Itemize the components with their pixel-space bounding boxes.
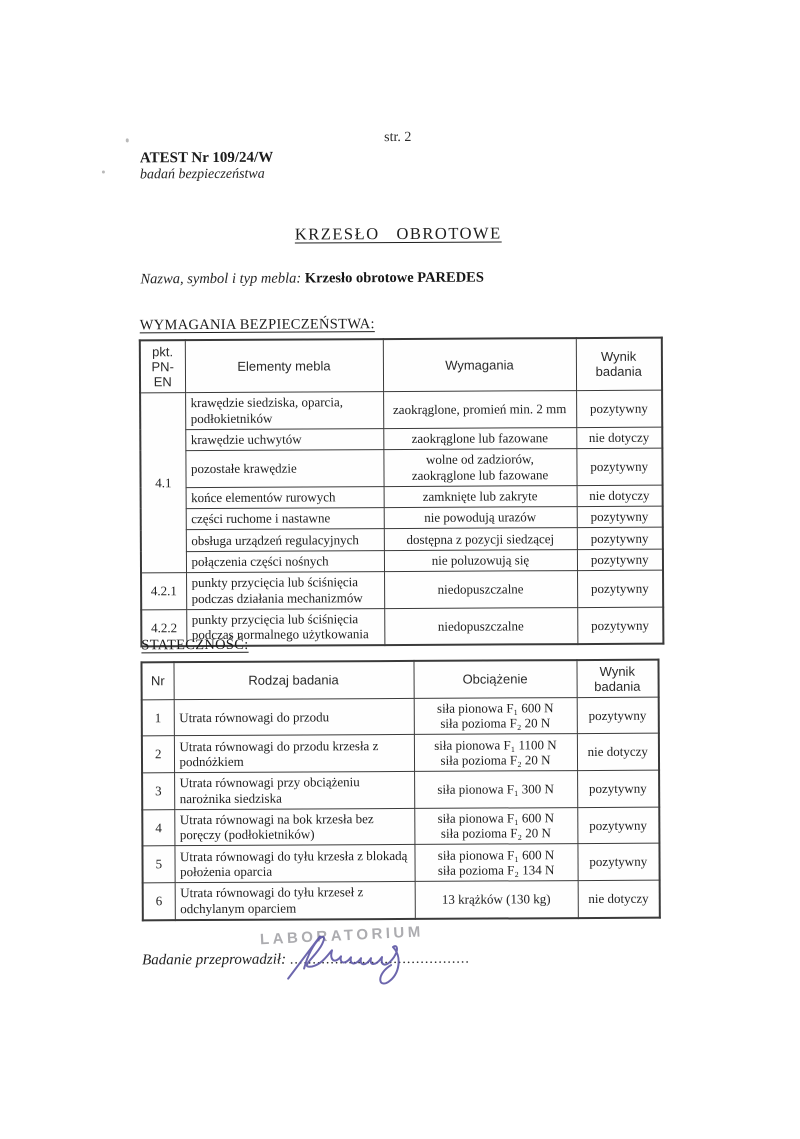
cell-result: pozytywny bbox=[577, 549, 663, 571]
cell-requirement: niedopuszczalne bbox=[384, 607, 577, 645]
cell-result: pozytywny bbox=[576, 448, 662, 485]
cell-nr: 2 bbox=[142, 736, 174, 773]
stability-heading: STATECZNOŚĆ: bbox=[141, 636, 249, 654]
cell-test: Utrata równowagi do przodu krzesła z podnóżkiem bbox=[174, 735, 414, 773]
cell-element: krawędzie siedziska, oparcia, podłokietników bbox=[185, 392, 383, 430]
atest-number: ATEST Nr 109/24/W bbox=[139, 149, 274, 167]
cell-result: pozytywny bbox=[577, 807, 659, 844]
scan-speck bbox=[102, 171, 105, 174]
cell-result: nie dotyczy bbox=[578, 880, 660, 918]
table-row bbox=[142, 697, 659, 736]
cell-element: punkty przycięcia lub ściśnięcia podczas normalnego użytkowania bbox=[186, 608, 384, 646]
handwritten-signature bbox=[274, 912, 464, 993]
requirements-heading: WYMAGANIA BEZPIECZEŃSTWA: bbox=[139, 316, 375, 334]
table-row bbox=[141, 549, 663, 573]
column-header-pkt: pkt. PN-EN bbox=[140, 340, 185, 393]
cell-pkt: 4.2.2 bbox=[141, 609, 186, 646]
table-row bbox=[141, 570, 663, 609]
cell-load: siła pionowa F₁ 600 N siła pozioma F₂ 20 N bbox=[414, 807, 577, 845]
cell-element: części ruchome i nastawne bbox=[186, 508, 384, 530]
cell-requirement: zaokrąglone lub fazowane bbox=[383, 427, 576, 449]
column-header-element: Elementy mebla bbox=[185, 339, 383, 393]
cell-pkt: 4.2.1 bbox=[141, 573, 186, 610]
cell-load: siła pionowa F₁ 600 N siła pozioma F₂ 134 N bbox=[414, 844, 577, 882]
atest-subtitle: badań bezpieczeństwa bbox=[139, 166, 265, 183]
requirements-table bbox=[139, 337, 665, 648]
table-row bbox=[141, 506, 663, 530]
cell-result: nie dotyczy bbox=[576, 427, 662, 449]
cell-pkt: 4.1 bbox=[140, 393, 186, 573]
cell-element: punkty przycięcia lub ściśnięcia podczas działania mechanizmów bbox=[186, 572, 384, 610]
cell-requirement: niedopuszczalne bbox=[384, 571, 577, 609]
table-row bbox=[141, 485, 663, 509]
table-row bbox=[140, 448, 662, 487]
furniture-name-label: Nazwa, symbol i typ mebla: bbox=[140, 270, 302, 288]
table-header-row bbox=[141, 660, 658, 700]
cell-nr: 3 bbox=[142, 773, 174, 810]
cell-result: nie dotyczy bbox=[577, 733, 659, 770]
furniture-name-line bbox=[140, 270, 484, 289]
cell-result: pozytywny bbox=[577, 570, 663, 607]
laboratorium-stamp: LABORATORIUM bbox=[259, 923, 425, 949]
cell-load: siła pionowa F₁ 1100 N siła pozioma F₂ 20 N bbox=[414, 734, 577, 772]
cell-result: pozytywny bbox=[577, 506, 663, 528]
table-header-row bbox=[140, 338, 662, 393]
atest-header bbox=[140, 149, 274, 184]
cell-test: Utrata równowagi do tyłu krzeseł z odchylanym oparciem bbox=[175, 881, 415, 919]
table-row bbox=[140, 390, 662, 429]
cell-element: pozostałe krawędzie bbox=[185, 450, 383, 488]
column-header-result: Wynik badania bbox=[576, 660, 658, 698]
table-row bbox=[142, 843, 659, 882]
cell-test: Utrata równowagi do tyłu krzesła z blokadą położenia oparcia bbox=[174, 845, 414, 883]
cell-test: Utrata równowagi na bok krzesła bez poręczy (podłokietników) bbox=[174, 808, 414, 846]
cell-element: obsługa urządzeń regulacyjnych bbox=[186, 529, 384, 551]
document-title-text: KRZESŁO OBROTOWE bbox=[294, 223, 502, 244]
cell-load: siła pionowa F₁ 600 N siła pozioma F₂ 20 N bbox=[414, 697, 577, 735]
table-row bbox=[142, 807, 659, 846]
cell-element: połączenia części nośnych bbox=[186, 550, 384, 572]
column-header-result: Wynik badania bbox=[576, 338, 662, 391]
column-header-test: Rodzaj badania bbox=[173, 661, 413, 699]
table-row bbox=[140, 427, 662, 451]
cell-result: pozytywny bbox=[577, 770, 659, 807]
cell-nr: 4 bbox=[142, 809, 174, 846]
cell-result: pozytywny bbox=[577, 607, 663, 645]
cell-test: Utrata równowagi do przodu bbox=[174, 698, 414, 736]
stability-table bbox=[140, 659, 660, 921]
cell-requirement: nie powodują urazów bbox=[384, 507, 577, 529]
cell-element: końce elementów rurowych bbox=[186, 486, 384, 508]
cell-requirement: zamknięte lub zakryte bbox=[384, 485, 577, 507]
cell-result: pozytywny bbox=[576, 390, 662, 427]
cell-requirement: wolne od zadziorów, zaokrąglone lub fazowane bbox=[383, 449, 576, 487]
furniture-name-value: Krzesło obrotowe PAREDES bbox=[304, 269, 484, 287]
cell-requirement: dostępna z pozycji siedzącej bbox=[384, 528, 577, 550]
cell-result: nie dotyczy bbox=[577, 485, 663, 507]
cell-requirement: nie poluzowują się bbox=[384, 549, 577, 571]
cell-element: krawędzie uchwytów bbox=[185, 428, 383, 450]
table-row bbox=[141, 527, 663, 551]
cell-result: pozytywny bbox=[577, 527, 663, 549]
column-header-nr: Nr bbox=[141, 662, 173, 699]
cell-requirement: zaokrąglone, promień min. 2 mm bbox=[383, 391, 576, 429]
table-row bbox=[142, 733, 659, 772]
page-number: str. 2 bbox=[384, 129, 412, 146]
signature-dotted-line: ........................................ bbox=[289, 951, 470, 968]
cell-test: Utrata równowagi przy obciążeniu narożnika siedziska bbox=[174, 771, 414, 809]
document-title bbox=[0, 222, 798, 246]
table-row bbox=[142, 770, 659, 809]
column-header-load: Obciążenie bbox=[413, 660, 576, 698]
conducted-by-label: Badanie przeprowadził: bbox=[142, 951, 287, 969]
cell-nr: 5 bbox=[142, 846, 174, 883]
cell-load: 13 krążków (130 kg) bbox=[415, 881, 578, 919]
cell-result: pozytywny bbox=[577, 843, 659, 880]
cell-nr: 1 bbox=[142, 699, 174, 736]
cell-load: siła pionowa F₁ 300 N bbox=[414, 771, 577, 809]
column-header-requirement: Wymagania bbox=[383, 338, 576, 391]
cell-nr: 6 bbox=[143, 883, 175, 920]
cell-result: pozytywny bbox=[577, 697, 659, 734]
